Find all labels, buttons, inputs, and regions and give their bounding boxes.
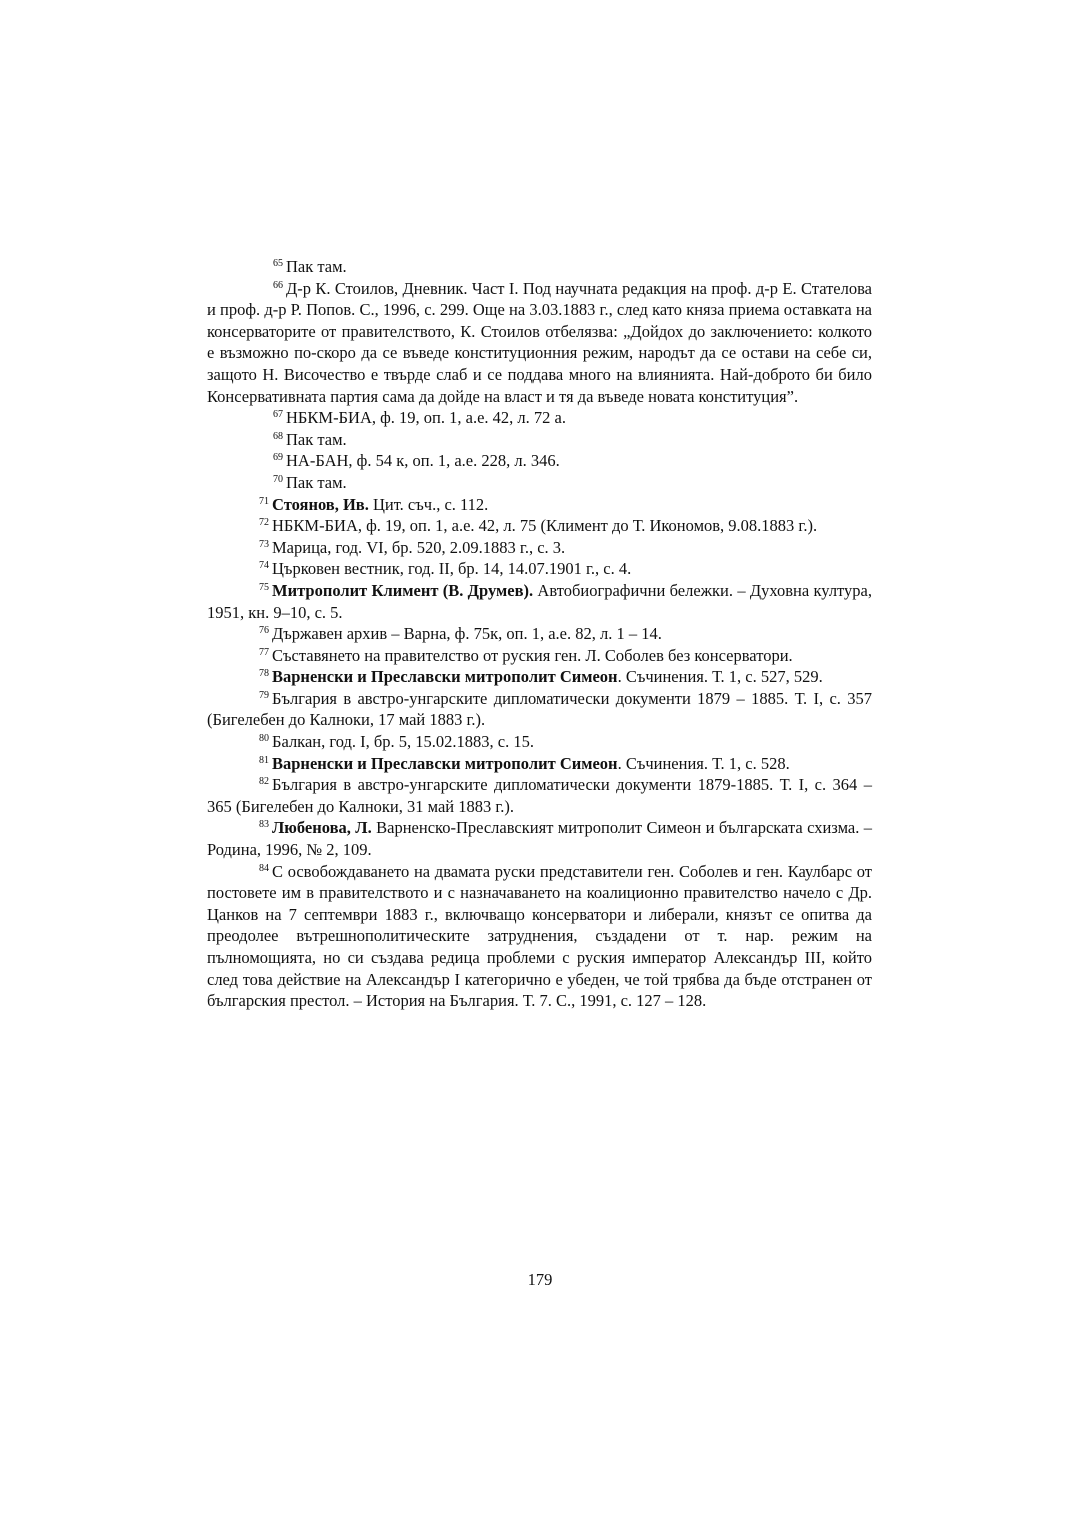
footnote-number: 79 [259, 689, 269, 701]
footnote-67 [207, 407, 872, 429]
footnote-text: Марица, год. VI, бр. 520, 2.09.1883 г., с. 3. [272, 537, 566, 557]
footnote-number: 83 [259, 819, 269, 831]
footnote-text: Пак там. [286, 257, 347, 276]
footnote-70 [207, 472, 872, 494]
footnote-text: . Съчинения. Т. 1, с. 527, 529. [617, 667, 823, 687]
footnote-79 [207, 688, 872, 731]
footnote-text: Пак там. [286, 429, 347, 449]
footnote-text: Д-р К. Стоилов, Дневник. Част I. Под научната редакция на проф. д-р Е. Стателова и проф. д-р Р. Попов. С., 1996, с. 299. Още на 3.03.1883 г., след като княза приема оставката на консерваторите от правителството, К. Стоилов отбелязва: „Дойдох до заключението: колкото е възможно по-скоро да се въведе конституционния режим, народът да се остави на себе си, защото Н. Височество е твърде слаб и се поддава много на влиянията. Най-доброто би било Консервативната партия сама да дойде на власт и тя да въведе новата конституция”. [207, 278, 872, 406]
footnote-number: 71 [259, 495, 269, 507]
footnote-number: 70 [273, 473, 283, 485]
footnote-78 [207, 666, 872, 688]
footnote-71 [207, 494, 872, 516]
page-number: 179 [527, 1270, 553, 1289]
footnote-text: Цит. съч., с. 112. [368, 494, 489, 514]
footnote-number: 76 [259, 625, 269, 637]
footnote-author: Стоянов, Ив. [272, 494, 369, 514]
footnote-84 [207, 861, 872, 1012]
footnote-number: 73 [259, 538, 269, 550]
footnote-text: Автобиографични бележки. – Духовна култура, 1951, кн. 9–10, с. 5. [207, 580, 872, 622]
footnote-number: 68 [273, 430, 283, 442]
footnote-number: 75 [259, 581, 269, 593]
footnote-65 [207, 256, 872, 278]
footnote-number: 72 [259, 517, 269, 529]
footnote-number: 67 [273, 409, 283, 421]
footnote-82 [207, 774, 872, 817]
footnote-text: Съставянето на правителство от руския ген. Л. Соболев без консерватори. [272, 645, 793, 665]
footnote-number: 77 [259, 646, 269, 658]
footnote-73 [207, 537, 872, 559]
footnote-author: Митрополит Климент (В. Друмев). [272, 580, 534, 600]
footnote-83 [207, 817, 872, 860]
footnote-text: Държавен архив – Варна, ф. 75к, оп. 1, а.е. 82, л. 1 – 14. [272, 624, 662, 644]
footnote-number: 82 [259, 776, 269, 788]
footnote-69 [207, 450, 872, 472]
footnote-text: НА-БАН, ф. 54 к, оп. 1, а.е. 228, л. 346. [286, 451, 560, 471]
footnote-number: 66 [273, 279, 283, 291]
footnote-text: Балкан, год. I, бр. 5, 15.02.1883, с. 15. [272, 732, 534, 752]
footnote-text: Църковен вестник, год. II, бр. 14, 14.07.1901 г., с. 4. [272, 559, 632, 579]
footnote-author: Варненски и Преславски митрополит Симеон [272, 667, 618, 687]
footnote-text: България в австро-унгарските дипломатически документи 1879-1885. Т. I, с. 364 – 365 (Бигелебен до Калноки, 31 май 1883 г.). [207, 775, 872, 816]
footnotes-block [207, 256, 872, 1012]
footnote-number: 81 [259, 754, 269, 766]
footnote-text: Пак там. [286, 472, 347, 492]
footnote-81 [207, 753, 872, 775]
footnote-text: НБКМ-БИА, ф. 19, оп. 1, а.е. 42, л. 72 а. [286, 408, 566, 428]
footnote-author: Варненски и Преславски митрополит Симеон [272, 753, 618, 773]
footnote-66 [207, 278, 872, 408]
footnote-80 [207, 731, 872, 753]
footnote-number: 69 [273, 452, 283, 464]
footnote-text: България в австро-унгарските дипломатически документи 1879 – 1885. Т. I, с. 357 (Бигелебен до Калноки, 17 май 1883 г.). [207, 688, 872, 730]
footnote-76 [207, 623, 872, 645]
footnote-68 [207, 429, 872, 451]
footnote-74 [207, 558, 872, 580]
footnote-77 [207, 645, 872, 667]
footnote-text: С освобождаването на двамата руски представители ген. Соболев и ген. Каулбарс от постовете им в правителството и с назначаването на коалиционно правителство начело с Др. Цанков на 7 септември 1883 г., включващо консерватори и либерали, князът се опитва да преодолее вътрешнополитическите затруднения, създадени от т. нар. режим на пълномощията, но си създава редица проблеми с руския император Александър III, който след това действие на Александър I категорично е убеден, че той трябва да бъде отстранен от българския престол. – История на България. Т. 7. С., 1991, с. 127 – 128. [207, 861, 872, 1011]
footnote-text: НБКМ-БИА, ф. 19, оп. 1, а.е. 42, л. 75 (Климент до Т. Икономов, 9.08.1883 г.). [272, 516, 818, 536]
footnote-number: 74 [259, 560, 269, 572]
footnote-75 [207, 580, 872, 623]
footnote-number: 65 [273, 258, 283, 269]
footnote-text: Варненско-Преславският митрополит Симеон и българската схизма. – Родина, 1996, № 2, 109. [207, 818, 873, 860]
footnote-number: 78 [259, 668, 269, 680]
footnote-text: . Съчинения. Т. 1, с. 528. [617, 753, 790, 773]
footnote-number: 80 [259, 733, 269, 745]
footnote-author: Любенова, Л. [272, 818, 372, 838]
footnote-72 [207, 515, 872, 537]
footnote-number: 84 [259, 862, 269, 874]
